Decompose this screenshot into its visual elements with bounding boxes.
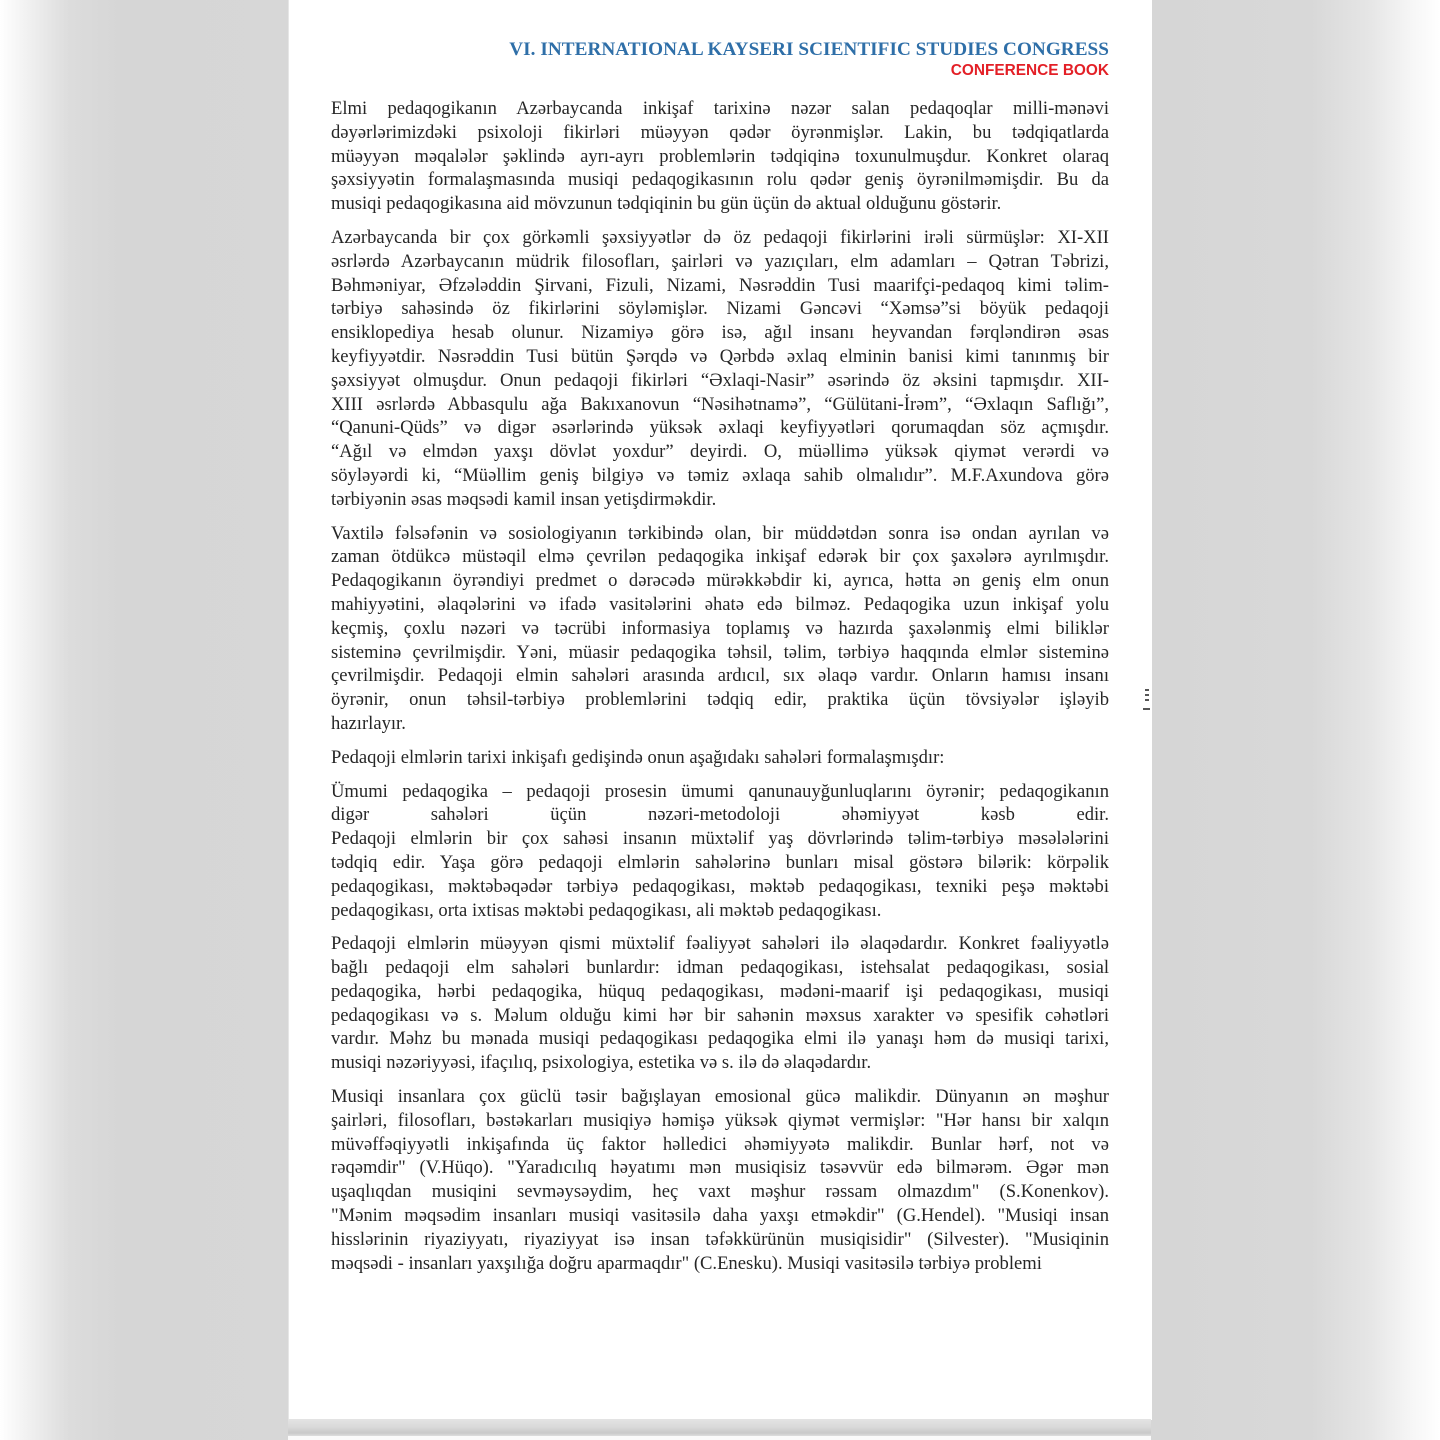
text-line: tədqiq edir. Yaşa görə pedaqoji elmlərin sahələrinə bunları misal göstərə bilərik: körpəlik: [331, 851, 1109, 873]
paragraph-spacing: [331, 216, 1109, 226]
text-line: XIII əsrlərdə Abbasqulu ağa Bakıxanovun “Nəsihətnamə”, “Gülütani-İrəm”, “Əxlaqın Saflığı”,: [331, 393, 1109, 415]
text-line: Vaxtilə fəlsəfənin və sosiologiyanın tərkibində olan, bir müddətdən sonra isə ondan ayrılan və: [331, 522, 1109, 544]
text-line: Musiqi insanlara çox güclü təsir bağışlayan emosional gücə malikdir. Dünyanın ən məşhur: [331, 1086, 1109, 1108]
paragraph-spacing: [331, 512, 1109, 522]
marker-tick: [1145, 689, 1149, 691]
text-line: müvəffəqiyyətli inkişafında üç faktor həlledici əhəmiyyətə malikdir. Bunlar hərf, not və: [331, 1133, 1109, 1155]
marker-tick: [1145, 699, 1149, 701]
text-line: keçmiş, çoxlu nəzəri və təcrübi informasiya toplamış və hazırda şaxələnmiş elmi biliklər: [331, 617, 1109, 639]
text-line: pedaqogikası və s. Məlum olduğu kimi hər bir sahənin məxsus xarakter və spesifik cəhətləri: [331, 1004, 1109, 1026]
text-line: uşaqlıqdan musiqini sevməysəydim, heç vaxt məşhur rəssam olmazdım" (S.Konenkov).: [331, 1181, 1109, 1203]
text-line: hazırlayır.: [331, 712, 406, 734]
blurred-background-right: [1151, 0, 1440, 1440]
text-line: şəxsiyyət olmuşdur. Onun pedaqoji fikirləri “Əxlaqi-Nasir” əsərində öz əksini tapmışdır. XII-: [331, 369, 1109, 391]
text-line: şairləri, filosofları, bəstəkarları musiqiyə həmişə yüksək qiymət vermişlər: "Hər hansı bir xalqın: [331, 1109, 1109, 1131]
text-line: tərbiyənin əsas məqsədi kamil insan yetişdirməkdir.: [331, 488, 717, 510]
text-line: Elmi pedaqogikanın Azərbaycanda inkişaf tarixinə nəzər salan pedaqoqlar milli-mənəvi: [331, 98, 1109, 119]
text-line: pedaqogikası, məktəbəqədər tərbiyə pedaqogikası, məktəb pedaqogikası, texniki peşə məktəbi: [331, 875, 1109, 897]
paragraph: [331, 522, 1109, 736]
text-line: çevrilmişdir. Pedaqoji elmin sahələri arasında ardıcıl, sıx əlaqə vardır. Onların hamısı insanı: [331, 665, 1109, 687]
text-line: söyləyərdi ki, “Müəllim geniş bilgiyə və təmiz əxlaqa sahib olmalıdır”. M.F.Axundova görə: [331, 464, 1109, 486]
text-line: Pedaqoji elmlərin müəyyən qismi müxtəlif fəaliyyət sahələri ilə əlaqədardır. Konkret fəaliyyətlə: [331, 933, 1109, 955]
marker-tick: [1145, 694, 1149, 696]
paragraph: [331, 932, 1109, 1075]
margin-scroll-marker: [1143, 686, 1151, 716]
paragraph: [331, 97, 1109, 216]
text-line: rəqəmdir" (V.Hüqo). "Yaradıcılıq həyatımı mən musiqisiz təsəvvür edə bilmərəm. Əgər mən: [331, 1157, 1109, 1179]
text-line: Pedaqoji elmlərin bir çox sahəsi insanın müxtəlif yaş dövrlərində təlim-tərbiyə məsələlərini: [331, 828, 1109, 850]
page-header: [509, 38, 1109, 81]
paragraph: [331, 746, 1109, 770]
text-line: "Mənim məqsədim insanları musiqi vasitəsilə daha yaxşı etməkdir" (G.Hendel). "Musiqi insan: [331, 1205, 1109, 1227]
text-line: dəyərlərimizdəki psixoloji fikirləri müəyyən qədər öyrənmişlər. Lakin, bu tədqiqatlarda: [331, 121, 1109, 143]
text-line: məqsədi - insanları yaxşılığa doğru aparmaqdır" (C.Enesku). Musiqi vasitəsilə tərbiyə problemi: [331, 1252, 1042, 1274]
text-line: hisslərinin riyaziyyatı, riyaziyyat isə insan təfəkkürünün musiqisidir" (Silvester). "Musiqinin: [331, 1228, 1109, 1250]
text-line: Pedaqogikanın öyrəndiyi predmet o dərəcədə mürəkkəbdir ki, ayrıca, hətta ən geniş elm onun: [331, 570, 1109, 592]
text-line: müəyyən məqalələr şəklində ayrı-ayrı problemlərin tədqiqinə toxunulmuşdur. Konkret olaraq: [331, 145, 1109, 167]
paragraph-spacing: [331, 770, 1109, 780]
paragraph: [331, 780, 1109, 923]
text-line: əsrlərdə Azərbaycanın müdrik filosofları, şairləri və yazıçıları, elm adamları – Qətran Təbrizi,: [331, 250, 1109, 272]
document-body: [331, 97, 1109, 1275]
paragraph-spacing: [331, 1075, 1109, 1085]
congress-title: VI. INTERNATIONAL KAYSERI SCIENTIFIC STUDIES CONGRESS: [509, 39, 1109, 60]
text-line: Bəhməniyar, Əfzələddin Şirvani, Fizuli, Nizami, Nəsrəddin Tusi maarifçi-pedaqoq kimi təlim-: [331, 274, 1109, 296]
text-line: musiqi nəzəriyyəsi, ifaçılıq, psixologiya, estetika və s. ilə də əlaqədardır.: [331, 1052, 872, 1074]
text-line: Pedaqoji elmlərin tarixi inkişafı gedişində onun aşağıdakı sahələri formalaşmışdır:: [331, 746, 945, 768]
text-line: şəxsiyyətin formalaşmasında musiqi pedaqogikasının rolu qədər geniş öyrənilməmişdir. Bu da: [331, 169, 1109, 191]
text-line: öyrənir, onun təhsil-tərbiyə problemlərini tədqiq edir, praktika üçün tövsiyələr işləyib: [331, 689, 1109, 711]
text-line: keyfiyyətdir. Nəsrəddin Tusi bütün Şərqdə və Qərbdə əxlaq elminin banisi kimi tanınmış bir: [331, 345, 1109, 367]
text-line: pedaqogikası, orta ixtisas məktəbi pedaqogikası, ali məktəb pedaqogikası.: [331, 899, 882, 921]
conference-book-label: CONFERENCE BOOK: [950, 62, 1109, 79]
text-line: Ümumi pedaqogika – pedaqoji prosesin ümumi qanunauyğunluqlarını öyrənir; pedaqogikanın: [331, 780, 1109, 802]
page-separator: [288, 1419, 1151, 1436]
text-line: “Qanuni-Qüds” və digər əsərlərində yüksək əxlaqi keyfiyyətləri qorumaqdan söz açmışdır.: [331, 417, 1109, 439]
paragraph: [331, 1085, 1109, 1275]
text-line: Azərbaycanda bir çox görkəmli şəxsiyyətlər də öz pedaqoji fikirlərini irəli sürmüşlər: XI-XII: [331, 226, 1109, 248]
text-line: musiqi pedaqogikasına aid mövzunun tədqiqinin bu gün üçün də aktual olduğunu göstərir.: [331, 193, 1002, 215]
next-page-edge: [288, 1436, 1151, 1440]
text-line: pedaqogika, hərbi pedaqogika, hüquq pedaqogikası, mədəni-maarif işi pedaqogikası, musiqi: [331, 980, 1109, 1002]
text-line: digər sahələri üçün nəzəri-metodoloji əhəmiyyət kəsb edir.: [331, 804, 1109, 826]
text-line: “Ağıl və elmdən yaxşı dövlət yoxdur” deyirdi. O, müəllimə yüksək qiymət verərdi və: [331, 441, 1109, 463]
text-line: mahiyyətini, əlaqələrini və ifadə vasitələrini əhatə edə bilməz. Pedaqogika uzun inkişaf yolu: [331, 593, 1109, 615]
text-line: vardır. Məhz bu mənada musiqi pedaqogikası pedaqogika elmi ilə yanaşı həm də musiqi tarixi,: [331, 1028, 1109, 1050]
paragraph-spacing: [331, 736, 1109, 746]
text-line: sisteminə çevrilmişdir. Yəni, müasir pedaqogika təhsil, təlim, tərbiyə haqqında elmlər sisteminə: [331, 641, 1109, 663]
marker-tick: [1143, 708, 1150, 710]
document-page: [288, 0, 1152, 1420]
blurred-background-left: [0, 0, 288, 1440]
paragraph: [331, 226, 1109, 512]
text-line: zaman ötdükcə müstəqil elmə çevrilən pedaqogika inkişaf edərək bir çox şaxələrə ayrılmışdır.: [331, 546, 1109, 568]
text-line: ensiklopediya hesab olunur. Nizamiyə görə isə, ağıl insanı heyvandan fərqləndirən əsas: [331, 322, 1109, 344]
paragraph-spacing: [331, 922, 1109, 932]
text-line: tərbiyə sahəsində öz fikirlərini söyləmişlər. Nizami Gəncəvi “Xəmsə”si böyük pedaqoji: [331, 298, 1109, 320]
text-line: bağlı pedaqoji elm sahələri bunlardır: idman pedaqogikası, istehsalat pedaqogikası, sosial: [331, 957, 1109, 979]
